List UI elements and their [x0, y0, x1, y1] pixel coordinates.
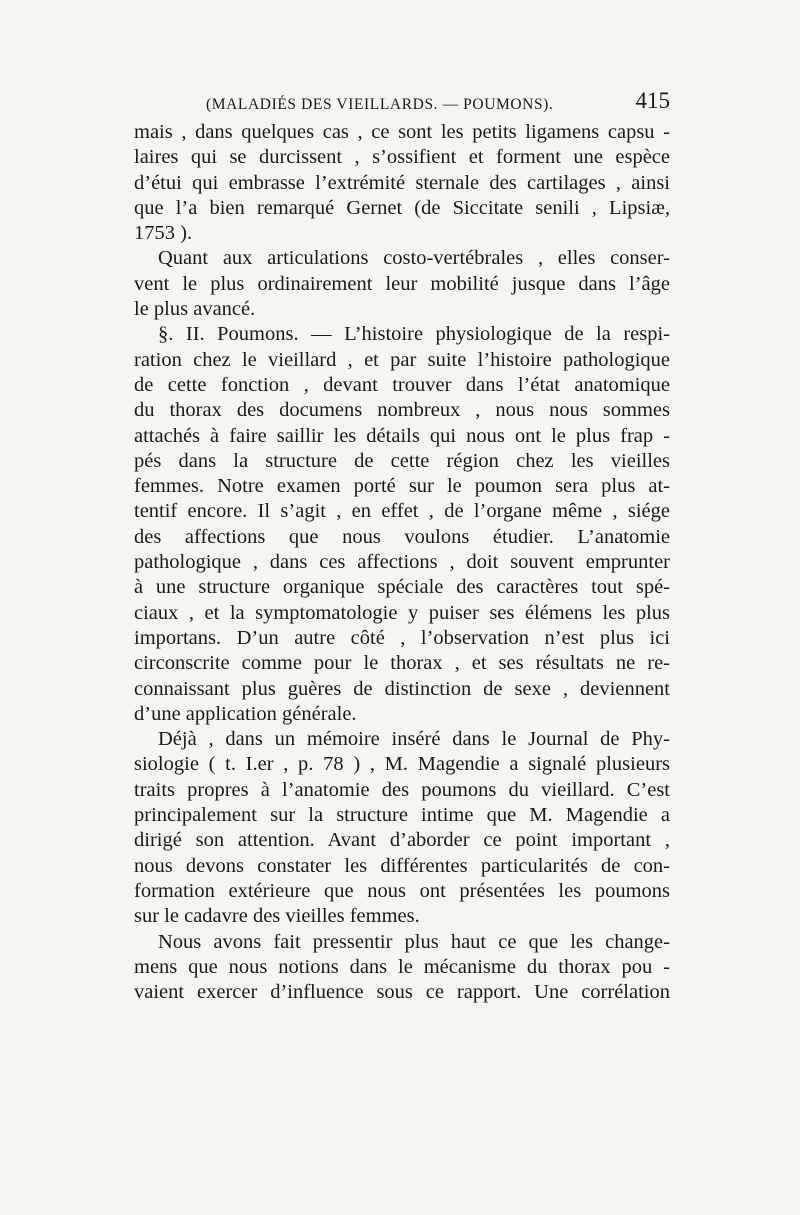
text-line: laires qui se durcissent , s’ossifient et forment une espèce — [134, 146, 670, 169]
text-line: connaissant plus guères de distinction de sexe , deviennent — [134, 677, 670, 700]
text-line: pés dans la structure de cette région chez les vieilles — [134, 449, 670, 472]
text-line: vaient exercer d’influence sous ce rapport. Une corrélation — [134, 981, 670, 1004]
text-line: pathologique , dans ces affections , doit souvent emprunter — [134, 551, 670, 574]
text-line: attachés à faire saillir les détails qui nous ont le plus frap - — [134, 424, 670, 447]
text-line: Déjà , dans un mémoire inséré dans le Journal de Phy- — [158, 728, 670, 751]
text-line: Nous avons fait pressentir plus haut ce que les change- — [158, 930, 670, 953]
text-line: mens que nous notions dans le mécanisme du thorax pou - — [134, 955, 670, 978]
text-line: de cette fonction , devant trouver dans l’état anatomique — [134, 373, 670, 396]
text-line: formation extérieure que nous ont présentées les poumons — [134, 879, 670, 902]
text-line: siologie ( t. I.er , p. 78 ) , M. Magendie a signalé plusieurs — [134, 753, 670, 776]
text-line: circonscrite comme pour le thorax , et ses résultats ne re- — [134, 652, 670, 675]
text-line: nous devons constater les différentes particularités de con- — [134, 854, 670, 877]
text-line: traits propres à l’anatomie des poumons du vieillard. C’est — [134, 778, 670, 801]
text-line: d’étui qui embrasse l’extrémité sternale des cartilages , ainsi — [134, 171, 670, 194]
book-page — [134, 88, 670, 1005]
text-line: importans. D’un autre côté , l’observation n’est plus ici — [134, 626, 670, 649]
section-heading-line: §. II. Poumons. — L’histoire physiologique de la respi- — [158, 323, 670, 346]
running-title: (MALADIÉS DES VIEILLARDS. — POUMONS). — [206, 96, 554, 113]
text-line: le plus avancé. — [134, 298, 256, 321]
text-line: vent le plus ordinairement leur mobilité jusque dans l’âge — [134, 272, 670, 295]
text-line: femmes. Notre examen porté sur le poumon sera plus at- — [134, 475, 670, 498]
page-number: 415 — [635, 88, 670, 113]
text-line: mais , dans quelques cas , ce sont les petits ligamens capsu - — [134, 121, 670, 143]
text-line: d’une application générale. — [134, 702, 357, 725]
text-line: dirigé son attention. Avant d’aborder ce point important , — [134, 829, 670, 852]
page-header — [134, 88, 670, 118]
text-line: des affections que nous voulons étudier. L’anatomie — [134, 525, 670, 548]
text-line: du thorax des documens nombreux , nous nous sommes — [134, 399, 670, 422]
text-line: à une structure organique spéciale des caractères tout spé- — [134, 576, 670, 599]
text-line: 1753 ). — [134, 222, 193, 245]
text-line: Quant aux articulations costo-vertébrales , elles conser- — [158, 247, 670, 270]
text-line: principalement sur la structure intime que M. Magendie a — [134, 804, 670, 827]
text-line: ration chez le vieillard , et par suite l’histoire pathologique — [134, 348, 670, 371]
text-line: sur le cadavre des vieilles femmes. — [134, 905, 420, 928]
body-text — [134, 120, 670, 1005]
text-line: que l’a bien remarqué Gernet (de Siccitate senili , Lipsiæ, — [134, 196, 670, 219]
text-line: tentif encore. Il s’agit , en effet , de l’organe même , siége — [134, 500, 670, 523]
text-line: ciaux , et la symptomatologie y puiser ses élémens les plus — [134, 601, 670, 624]
